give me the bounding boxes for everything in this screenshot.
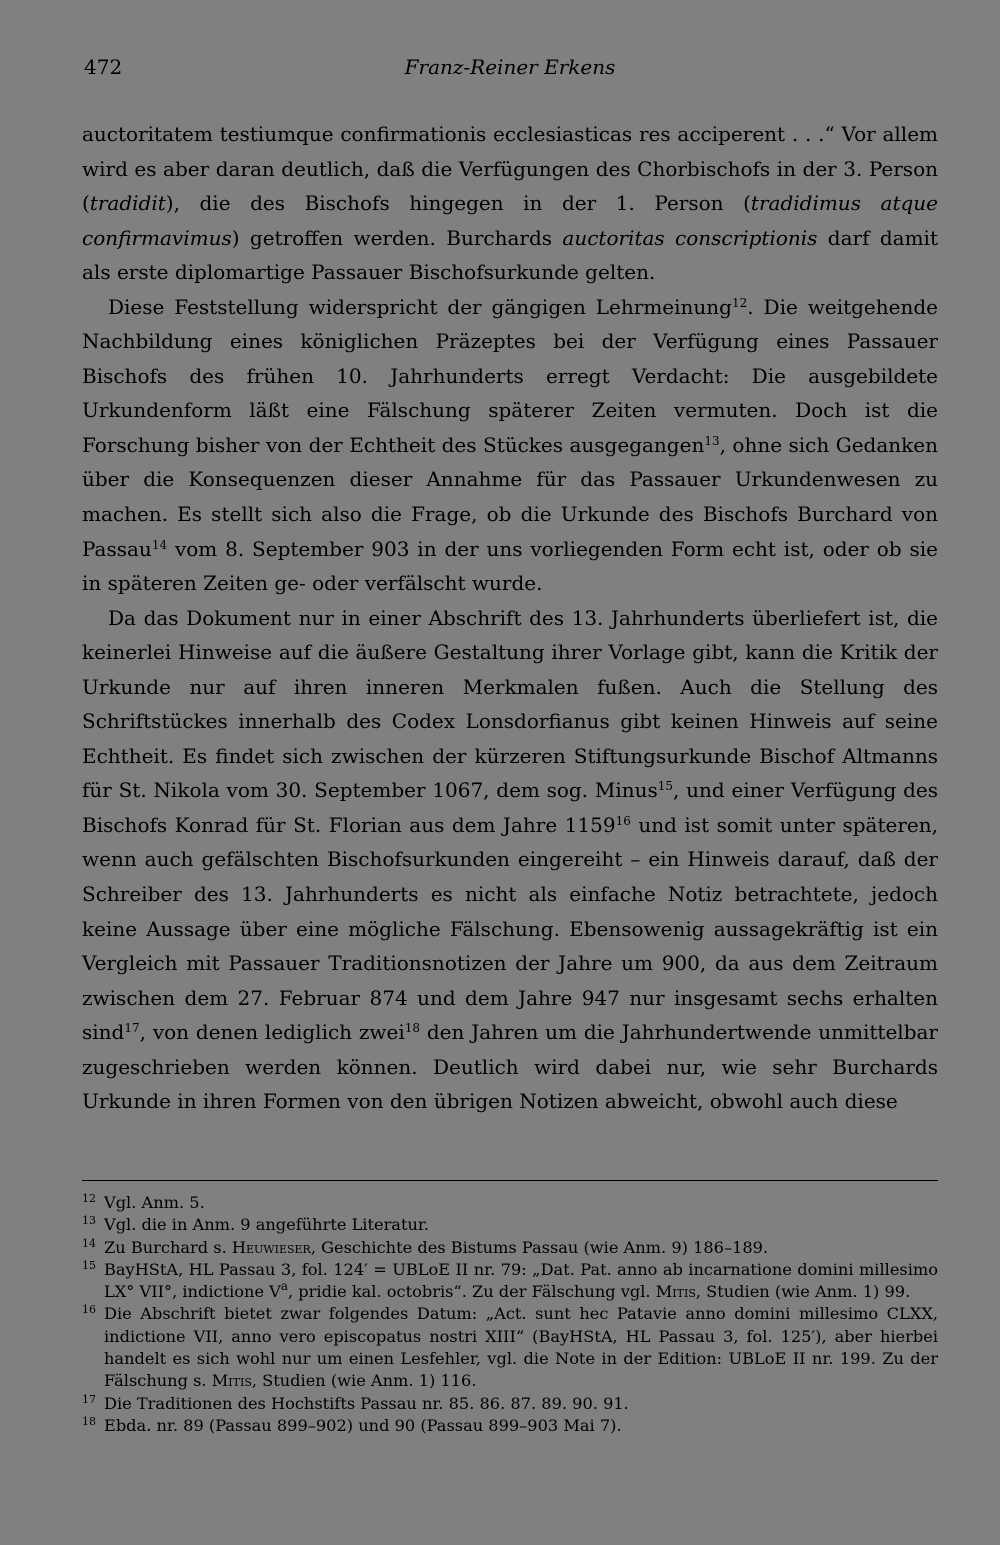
footnote-17 (82, 1393, 938, 1415)
italic-phrase: auctoritas conscriptionis (562, 225, 818, 250)
footnote-ref[interactable]: 16 (615, 813, 631, 828)
footnote-ref[interactable]: 15 (657, 779, 674, 794)
footnote-number: 12 (82, 1192, 96, 1205)
footnote-number: 13 (82, 1214, 96, 1228)
footnote-number: 17 (82, 1392, 96, 1406)
footnotes (82, 1192, 938, 1437)
footnote-ref[interactable]: 12 (731, 295, 748, 310)
paragraph-3 (82, 601, 938, 1119)
footnote-divider (82, 1180, 938, 1181)
footnote-text: , Studien (wie Anm. 1) 99. (695, 1282, 911, 1302)
footnote-text: BayHStA, HL Passau 3, fol. 124′ = UBLoE II nr. 79: „Dat. Pat. anno ab incarnatione domini millesimo LX° VII°, indictione V (104, 1259, 938, 1302)
text-run: , von denen lediglich zwei (139, 1020, 405, 1045)
footnote-ref[interactable]: 13 (704, 433, 720, 448)
text-run: den Jahren um die Jahrhundertwende unmittelbar zugeschrieben werden können. Deutlich wird dabei nur, wie sehr Burchards Urkunde in ihren Formen von den übrigen Notizen abweicht, obwohl auch diese (82, 1020, 938, 1114)
footnote-14 (82, 1237, 938, 1259)
text-run: , und einer Verfügung des Bischofs Konrad für St. Florian aus dem Jahre 1159 (82, 778, 939, 837)
text-run: darf damit als erste diplomartige Passauer Bischofsurkunde gelten. (82, 225, 938, 285)
footnote-text: Die Traditionen des Hochstifts Passau nr. 85. 86. 87. 89. 90. 91. (104, 1393, 629, 1413)
paragraph-1 (82, 117, 938, 290)
footnote-text: Ebda. nr. 89 (Passau 899–902) und 90 (Passau 899–903 Mai 7). (104, 1415, 622, 1435)
text-run: , ohne sich Gedanken über die Konsequenzen dieser Annahme für das Passauer Urkundenwesen zu machen. Es stellt sich also die Frage, ob die Urkunde des Bischofs Burchard von Passau (82, 432, 938, 561)
footnote-text: Vgl. die in Anm. 9 angeführte Literatur. (104, 1215, 429, 1235)
text-run: vom 8. September 903 in der uns vorliegenden Form echt ist, oder ob sie in späteren Zeiten ge- oder verfälscht wurde. (82, 536, 938, 596)
running-title: Franz-Reiner Erkens (404, 55, 616, 79)
footnote-ref[interactable]: 17 (124, 1021, 140, 1036)
footnote-text: Die Abschrift bietet zwar folgendes Datum: „Act. sunt hec Patavie anno domini millesimo CLXX, indictione VII, anno vero episcopatus nostri XIII“ (BayHStA, HL Passau 3, fol. 125′), aber hierbei handelt es sich wohl nur um einen Lesfehler, vgl. die Note in der Edition: UBLoE II nr. 199. Zu der Fälschung s. (104, 1304, 938, 1391)
footnote-number: 14 (82, 1236, 96, 1250)
text-run: Da das Dokument nur in einer Abschrift des 13. Jahrhunderts überliefert ist, die keinerlei Hinweise auf die äußere Gestaltung ihrer Vorlage gibt, kann die Kritik der Urkunde nur auf ihren inneren Merkmalen fußen. Auch die Stellung des Schriftstückes innerhalb des Codex Lonsdorfianus gibt keinen Hinweis auf seine Echtheit. Es findet sich zwischen der kürzeren Stiftungsurkunde Bischof Altmanns für St. Nikola vom 30. September 1067, dem sog. Minus (82, 605, 938, 803)
text-run: ) getroffen werden. Burchards (231, 225, 563, 250)
italic-phrase: tradidimus atque confirmavimus (82, 191, 938, 250)
footnote-text: Zu Burchard s. (104, 1237, 232, 1257)
page-number: 472 (84, 55, 123, 79)
footnote-text: Vgl. Anm. 5. (104, 1193, 205, 1212)
text-run: Diese Feststellung widerspricht der gängigen Lehrmeinung (108, 294, 732, 319)
footnote-ref[interactable]: 14 (151, 537, 168, 552)
footnote-text: , pridie kal. octobris“. Zu der Fälschung vgl. (288, 1282, 656, 1302)
footnote-text: , Studien (wie Anm. 1) 116. (251, 1371, 477, 1391)
text-run: auctoritatem testiumque confirmationis ecclesiasticas res acciperent . . .“ Vor allem wird es aber daran deutlich, daß die Verfügungen des Chorbischofs in der 3. Person ( (82, 122, 938, 216)
paragraph-2 (82, 290, 938, 601)
text-run: ), die des Bischofs hingegen in der 1. Person ( (165, 191, 751, 216)
footnote-18 (82, 1415, 938, 1437)
author-name: Mitis (211, 1371, 252, 1391)
footnote-15 (82, 1259, 938, 1304)
italic-phrase: tradidit (89, 191, 166, 216)
footnote-text: , Geschichte des Bistums Passau (wie Anm. 9) 186–189. (310, 1237, 769, 1257)
footnote-ref[interactable]: 18 (404, 1021, 421, 1036)
footnote-16 (82, 1303, 938, 1392)
footnote-number: 16 (82, 1303, 96, 1317)
footnote-12 (82, 1192, 938, 1214)
superscript: a (280, 1279, 289, 1294)
footnote-13 (82, 1214, 938, 1236)
author-name: Mitis (655, 1282, 696, 1302)
page-header (82, 50, 938, 84)
text-run: . Die weitgehende Nachbildung eines königlichen Präzeptes bei der Verfügung eines Passauer Bischofs des frühen 10. Jahrhunderts erregt Verdacht: Die ausgebildete Urkundenform läßt eine Fälschung späterer Zeiten vermuten. Doch ist die Forschung bisher von der Echtheit des Stückes ausgegangen (82, 294, 938, 457)
footnote-number: 15 (82, 1258, 96, 1272)
author-name: Heuwieser (231, 1237, 311, 1257)
main-text (82, 117, 938, 1119)
footnote-number: 18 (82, 1414, 96, 1428)
text-run: und ist somit unter späteren, wenn auch gefälschten Bischofsurkunden eingereiht – ein Hinweis darauf, daß der Schreiber des 13. Jahrhunderts es nicht als einfache Notiz betrachtete, jedoch keine Aussage über eine mögliche Fälschung. Ebensowenig aussagekräftig ist ein Vergleich mit Passauer Traditionsnotizen der Jahre um 900, da aus dem Zeitraum zwischen dem 27. Februar 874 und dem Jahre 947 nur insgesamt sechs erhalten sind (82, 812, 938, 1045)
